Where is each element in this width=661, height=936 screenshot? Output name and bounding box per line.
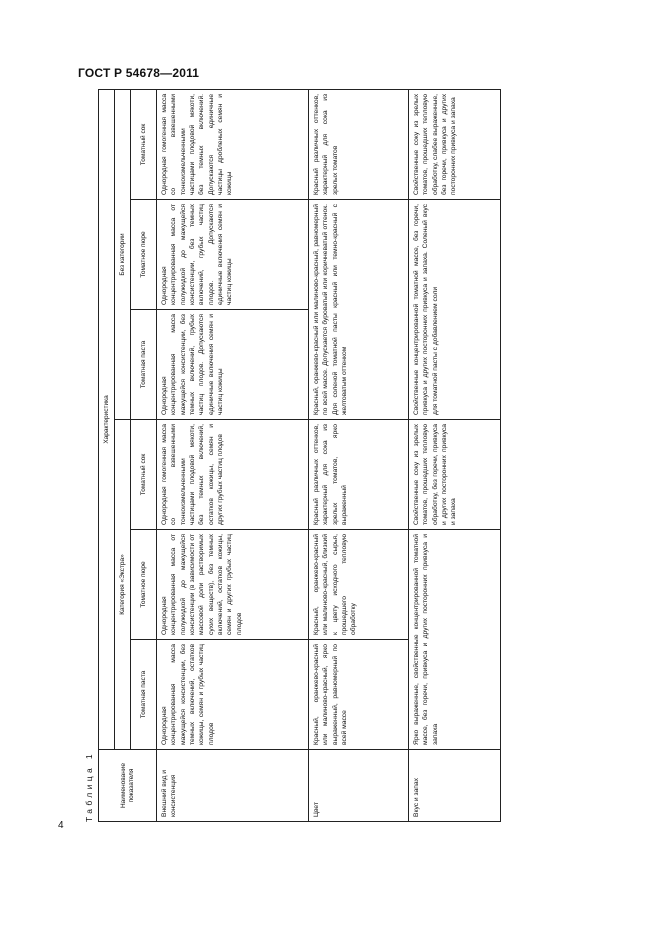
table-row xyxy=(309,89,409,821)
header-extra-paste: Томатная паста xyxy=(131,640,157,750)
cell-extra-juice: Красный различных оттенков, характерный для сока из зрелых томатов, ярко выраженный xyxy=(309,420,409,530)
cell-extra-puree: Однородная концентрированная масса от полужидкой до мажущейся консистенции (в зависимости от массовой доли растворимых сухих веществ), без темных включений, остатков кожицы, семян и других грубых частиц плодов xyxy=(157,530,309,640)
header-no-category: Без категории xyxy=(115,89,131,419)
header-extra: Категория «Экстра» xyxy=(115,420,131,750)
header-none-juice: Томатный сок xyxy=(131,89,157,199)
header-none-puree: Томатное пюре xyxy=(131,200,157,310)
cell-extra-juice: Свойственные соку из зрелых томатов, прошедших тепловую обработку, без горечи, привкуса и других посторонних привкуса и запаха xyxy=(409,420,501,530)
header-extra-juice: Томатный сок xyxy=(131,420,157,530)
cell-extra-paste: Однородная концентрированная масса мажущейся консистенции, без темных включений, остатков кожицы, семян и грубых частиц плодов xyxy=(157,640,309,750)
table-caption: Таблица 1 xyxy=(84,750,94,822)
cell-extra-paste: Красный, оранжево-красный или малиново-красный, ярко выраженный, равномерный по всей массе xyxy=(309,640,409,750)
cell-none-paste: Однородная концентрированная масса мажущейся консистенции, без темных включений, грубых частиц плодов. Допускаются единичные включения семян и частиц кожицы xyxy=(157,310,309,420)
table-row xyxy=(409,89,501,821)
header-none-paste: Томатная паста xyxy=(131,310,157,420)
cell-none-juice: Однородная гомогенная масса со взвешенными тонкоизмельченными частицами плодовой мякоти, без темных включений. Допускаются единичные частицы дробленых семян и кожицы xyxy=(157,89,309,199)
header-indicator: Наименование показателя xyxy=(99,750,157,822)
table-landscape-frame xyxy=(84,90,554,822)
header-extra-puree: Томатное пюре xyxy=(131,530,157,640)
table-row xyxy=(157,89,309,821)
cell-extra-paste-puree: Ярко выраженные, свойственные концентрированной томатной массе, без горечи, привкуса и других посторонних привкуса и запаха xyxy=(409,530,501,750)
cell-none-juice: Свойственные соку из зрелых томатов, прошедших тепловую обработку, слабее выраженные, без горечи, привкуса и других посторонних привкуса и запаха xyxy=(409,89,501,199)
cell-none-paste-puree: Красный, оранжево-красный или малиново-красный, равномерный по всей массе. Допускается буроватый или коричневатый оттенок. Для соленой томатной пасты красный или темно-красный с желтоватым оттенком xyxy=(309,200,409,420)
row-name: Цвет xyxy=(309,750,409,822)
cell-none-puree: Однородная концентрированная масса от полужидкой до мажущейся консистенции, без темных включений, грубых частиц плодов. Допускаются единичные включения семян и частиц кожицы xyxy=(157,200,309,310)
cell-extra-puree: Красный, оранжево-красный или малиново-красный, близкий к цвету исходного сырья, прошедшего тепловую обработку xyxy=(309,530,409,640)
page-number: 4 xyxy=(58,820,64,831)
cell-extra-juice: Однородная гомогенная масса со взвешенными тонкоизмельченными частицами плодовой мякоти, без темных включений, остатков кожицы, семян и других грубых частиц плодов xyxy=(157,420,309,530)
characteristics-table xyxy=(98,89,501,822)
standard-title: ГОСТ Р 54678—2011 xyxy=(78,66,200,80)
header-characteristic: Характеристика xyxy=(99,89,115,749)
row-name: Вкус и запах xyxy=(409,750,501,822)
cell-none-paste-puree: Свойственные концентрированной томатной массе, без горечи, привкуса и других посторонних привкуса и запаха. Соленый вкус для томатной пасты с добавлением соли xyxy=(409,200,501,420)
cell-none-juice: Красный различных оттенков, характерный для сока из зрелых томатов xyxy=(309,89,409,199)
table-rotated-container xyxy=(84,90,554,822)
row-name: Внешний вид и консистенция xyxy=(157,750,309,822)
